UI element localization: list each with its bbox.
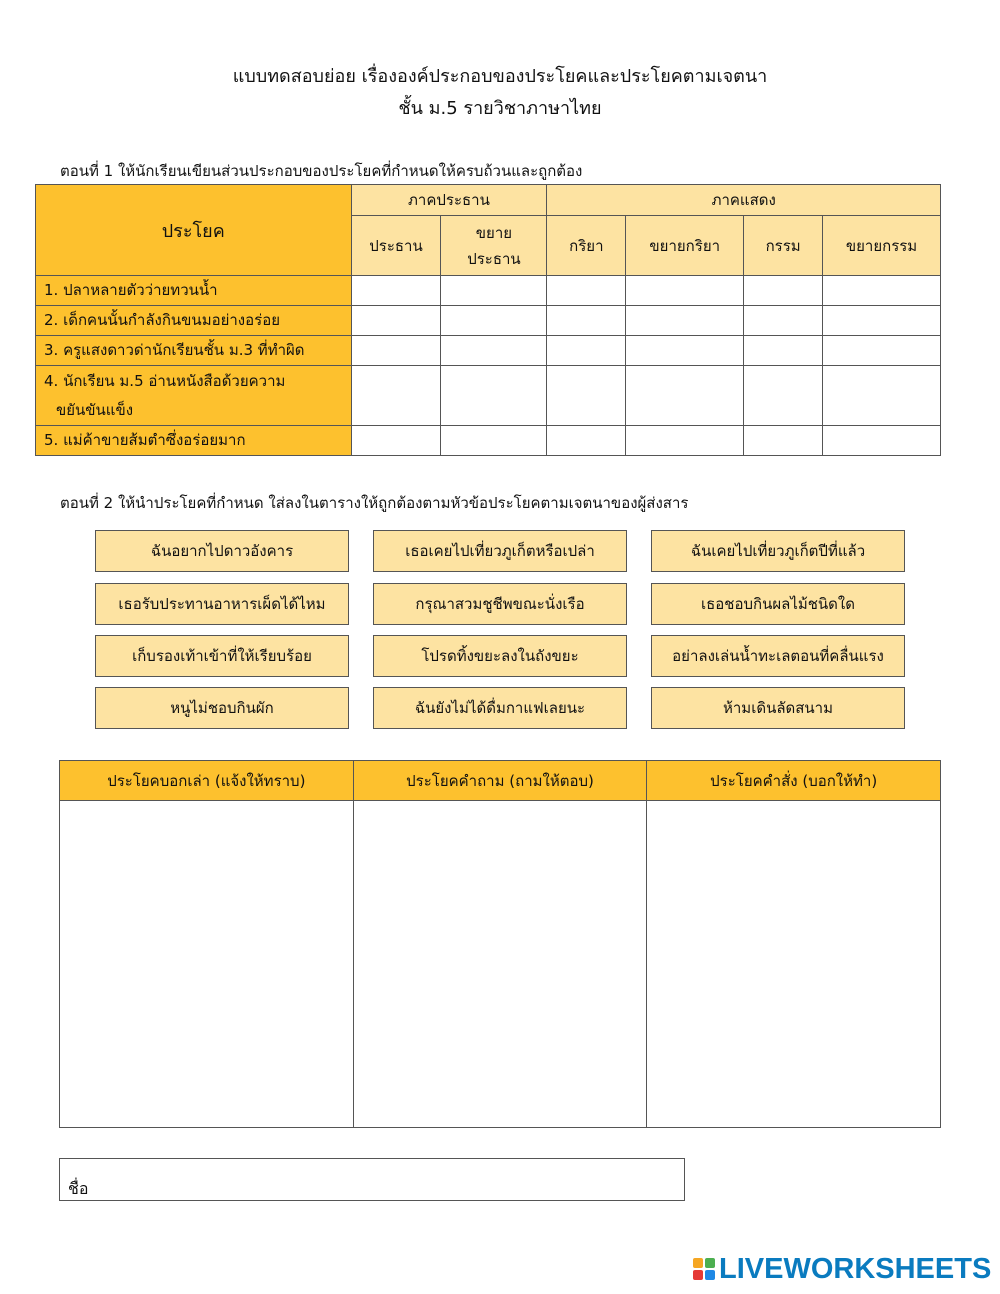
sentence-chip[interactable]: หนูไม่ชอบกินผัก bbox=[95, 687, 349, 729]
row-sentence-text: 2. เด็กคนนั้นกำลังกินขนมอย่างอร่อย bbox=[44, 311, 280, 329]
answer-cell[interactable] bbox=[547, 276, 626, 306]
logo-square-1 bbox=[693, 1258, 703, 1268]
answer-cell[interactable] bbox=[547, 426, 626, 456]
header-verb-modifier: ขยายกริยา bbox=[626, 216, 744, 276]
answer-cell[interactable] bbox=[823, 426, 941, 456]
table-row bbox=[36, 426, 941, 456]
column-command: ประโยคคำสั่ง (บอกให้ทำ) bbox=[647, 761, 941, 801]
answer-cell[interactable] bbox=[351, 306, 441, 336]
answer-cell[interactable] bbox=[441, 366, 547, 426]
header-verb: กริยา bbox=[547, 216, 626, 276]
column-question: ประโยคคำถาม (ถามให้ตอบ) bbox=[353, 761, 647, 801]
sentence-chip[interactable]: กรุณาสวมชูชีพขณะนั่งเรือ bbox=[373, 583, 627, 625]
answer-cell[interactable] bbox=[441, 306, 547, 336]
answer-cell[interactable] bbox=[823, 336, 941, 366]
table-row bbox=[36, 306, 941, 336]
drop-zone-question[interactable] bbox=[353, 801, 647, 1128]
sentence-chip[interactable]: เธอเคยไปเที่ยวภูเก็ตหรือเปล่า bbox=[373, 530, 627, 572]
row-sentence-text: 4. นักเรียน ม.5 อ่านหนังสือด้วยความ bbox=[44, 371, 286, 390]
answer-cell[interactable] bbox=[351, 336, 441, 366]
row-sentence bbox=[36, 306, 352, 336]
answer-cell[interactable] bbox=[744, 276, 823, 306]
header-subject-modifier bbox=[441, 216, 547, 276]
answer-cell[interactable] bbox=[351, 366, 441, 426]
answer-cell[interactable] bbox=[547, 366, 626, 426]
header-object: กรรม bbox=[744, 216, 823, 276]
row-sentence bbox=[36, 366, 352, 426]
answer-cell[interactable] bbox=[744, 336, 823, 366]
answer-cell[interactable] bbox=[744, 366, 823, 426]
table-row bbox=[36, 276, 941, 306]
row-sentence-text-cont: ขยันขันแข็ง bbox=[56, 400, 134, 419]
sentence-chip[interactable]: เก็บรองเท้าเข้าที่ให้เรียบร้อย bbox=[95, 635, 349, 677]
column-statement: ประโยคบอกเล่า (แจ้งให้ทราบ) bbox=[60, 761, 354, 801]
header-predicate-group: ภาคแสดง bbox=[547, 185, 941, 216]
sentence-components-table bbox=[35, 184, 941, 456]
sentence-type-table bbox=[59, 760, 941, 1128]
sentence-chip[interactable]: ฉันเคยไปเที่ยวภูเก็ตปีที่แล้ว bbox=[651, 530, 905, 572]
sentence-chip[interactable]: ฉันอยากไปดาวอังคาร bbox=[95, 530, 349, 572]
logo-grid-icon bbox=[693, 1258, 715, 1280]
sentence-chip[interactable]: อย่าลงเล่นน้ำทะเลตอนที่คลื่นแรง bbox=[651, 635, 905, 677]
row-sentence-text: 1. ปลาหลายตัวว่ายทวนน้ำ bbox=[44, 281, 218, 299]
sentence-chip[interactable]: โปรดทิ้งขยะลงในถังขยะ bbox=[373, 635, 627, 677]
page-title: แบบทดสอบย่อย เรื่ององค์ประกอบของประโยคและประโยคตามเจตนา bbox=[232, 66, 768, 87]
page-subtitle: ชั้น ม.5 รายวิชาภาษาไทย bbox=[398, 98, 602, 119]
header-subject-modifier-line1: ขยาย bbox=[475, 223, 513, 242]
answer-cell[interactable] bbox=[823, 366, 941, 426]
header-subject-modifier-line2: ประธาน bbox=[467, 249, 521, 268]
name-field[interactable] bbox=[59, 1158, 685, 1201]
part1-instruction: ตอนที่ 1 ให้นักเรียนเขียนส่วนประกอบของประโยคที่กำหนดให้ครบถ้วนและถูกต้อง bbox=[60, 162, 583, 180]
answer-cell[interactable] bbox=[626, 336, 744, 366]
answer-cell[interactable] bbox=[441, 426, 547, 456]
answer-cell[interactable] bbox=[744, 306, 823, 336]
name-label: ชื่อ bbox=[68, 1179, 89, 1198]
liveworksheets-logo bbox=[693, 1253, 991, 1285]
answer-cell[interactable] bbox=[547, 306, 626, 336]
sentence-chip[interactable]: เธอรับประทานอาหารเผ็ดได้ไหม bbox=[95, 583, 349, 625]
answer-cell[interactable] bbox=[441, 336, 547, 366]
answer-cell[interactable] bbox=[626, 306, 744, 336]
answer-cell[interactable] bbox=[823, 306, 941, 336]
row-sentence bbox=[36, 336, 352, 366]
answer-cell[interactable] bbox=[441, 276, 547, 306]
logo-square-3 bbox=[693, 1270, 703, 1280]
header-subject: ประธาน bbox=[351, 216, 441, 276]
header-subject-group: ภาคประธาน bbox=[351, 185, 547, 216]
row-sentence-text: 3. ครูแสงดาวด่านักเรียนชั้น ม.3 ที่ทำผิด bbox=[44, 341, 305, 359]
header-object-modifier: ขยายกรรม bbox=[823, 216, 941, 276]
brand-name: LIVEWORKSHEETS bbox=[719, 1252, 992, 1285]
answer-cell[interactable] bbox=[823, 276, 941, 306]
answer-cell[interactable] bbox=[626, 426, 744, 456]
table-row bbox=[36, 336, 941, 366]
row-sentence bbox=[36, 426, 352, 456]
header-sentence: ประโยค bbox=[36, 185, 352, 276]
answer-cell[interactable] bbox=[547, 336, 626, 366]
drop-zone-command[interactable] bbox=[647, 801, 941, 1128]
answer-cell[interactable] bbox=[744, 426, 823, 456]
table-row bbox=[36, 366, 941, 426]
part2-instruction: ตอนที่ 2 ให้นำประโยคที่กำหนด ใส่ลงในตารางให้ถูกต้องตามหัวข้อประโยคตามเจตนาของผู้ส่งสาร bbox=[60, 494, 689, 512]
sentence-chip[interactable]: เธอชอบกินผลไม้ชนิดใด bbox=[651, 583, 905, 625]
row-sentence-text: 5. แม่ค้าขายส้มตำซึ่งอร่อยมาก bbox=[44, 431, 246, 449]
drop-zone-statement[interactable] bbox=[60, 801, 354, 1128]
logo-square-4 bbox=[705, 1270, 715, 1280]
sentence-chip[interactable]: ห้ามเดินลัดสนาม bbox=[651, 687, 905, 729]
answer-cell[interactable] bbox=[351, 426, 441, 456]
answer-cell[interactable] bbox=[626, 276, 744, 306]
answer-cell[interactable] bbox=[626, 366, 744, 426]
logo-square-2 bbox=[705, 1258, 715, 1268]
row-sentence bbox=[36, 276, 352, 306]
answer-cell[interactable] bbox=[351, 276, 441, 306]
sentence-chip[interactable]: ฉันยังไม่ได้ดื่มกาแฟเลยนะ bbox=[373, 687, 627, 729]
